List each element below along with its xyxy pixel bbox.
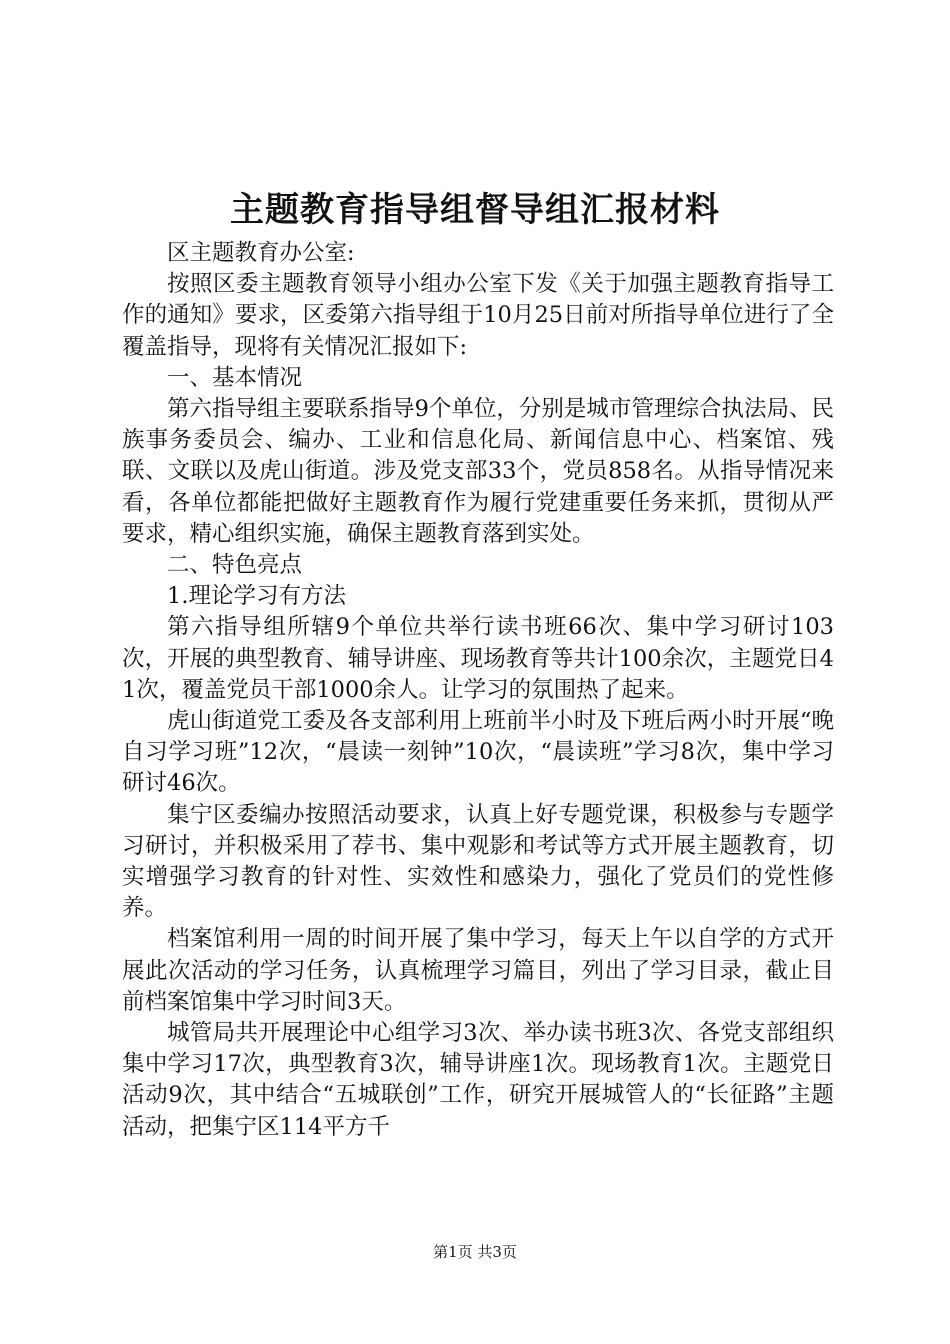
jining-office-paragraph: 集宁区委编办按照活动要求，认真上好专题党课，积极参与专题学习研讨，并积极采用了荐书、集中观影和考试等方式开展主题教育，切实增强学习教育的针对性、实效性和感染力，强化了党员们的党性修养。 [122, 801, 834, 922]
subheading-theory-study: 1.理论学习有方法 [167, 583, 346, 610]
page-footer: 第1页 共3页 [433, 1243, 517, 1261]
intro-paragraph: 按照区委主题教育领导小组办公室下发《关于加强主题教育指导工作的通知》要求，区委第六指导组于10月25日前对所指导单位进行了全覆盖指导，现将有关情况汇报如下: [122, 271, 834, 360]
urban-management-paragraph: 城管局共开展理论中心组学习3次、举办读书班3次、各党支部组织集中学习17次，典型教育3次，辅导讲座1次。现场教育1次。主题党日活动9次，其中结合“五城联创”工作，研究开展城管人的“长征路”主题活动，把集宁区114平方千 [122, 1020, 834, 1140]
theory-study-paragraph: 第六指导组所辖9个单位共举行读书班66次、集中学习研讨103次，开展的典型教育、辅导讲座、现场教育等共计100余次，主题党日41次，覆盖党员干部1000余人。让学习的氛围热了起来。 [122, 614, 834, 703]
archives-paragraph: 档案馆利用一周的时间开展了集中学习，每天上午以自学的方式开展此次活动的学习任务，认真梳理学习篇目，列出了学习目录，截止目前档案馆集中学习时间3天。 [122, 926, 834, 1015]
document-title: 主题教育指导组督导组汇报材料 [230, 190, 720, 230]
hushan-street-paragraph: 虎山街道党工委及各支部利用上班前半小时及下班后两小时开展“晚自习学习班”12次，“晨读一刻钟”10次，“晨读班”学习8次，集中学习研讨46次。 [122, 708, 834, 797]
salutation: 区主题教育办公室: [167, 240, 355, 266]
section-heading-highlights: 二、特色亮点 [167, 552, 303, 579]
document-body [122, 238, 834, 1143]
section-heading-basic-situation: 一、基本情况 [167, 364, 303, 391]
basic-situation-paragraph: 第六指导组主要联系指导9个单位，分别是城市管理综合执法局、民族事务委员会、编办、工业和信息化局、新闻信息中心、档案馆、残联、文联以及虎山街道。涉及党支部33个，党员858名。从指导情况来看，各单位都能把做好主题教育作为履行党建重要任务来抓，贯彻从严要求，精心组织实施，确保主题教育落到实处。 [122, 396, 834, 547]
